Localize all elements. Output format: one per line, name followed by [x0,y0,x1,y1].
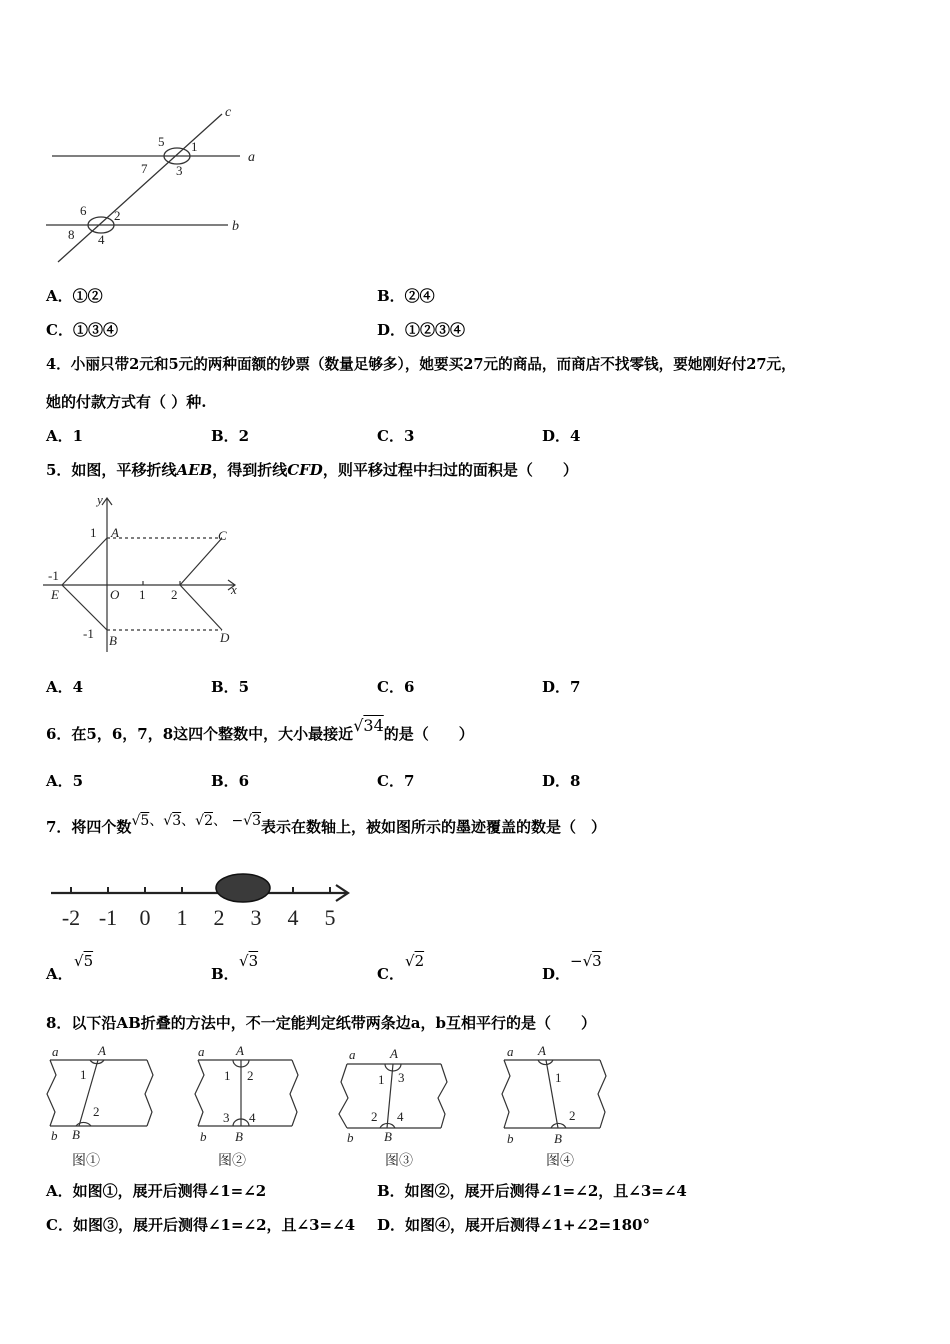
label-point-b: B [554,1131,562,1146]
label-a: a [52,1044,59,1059]
sqrt5-value: √5 [74,952,94,970]
tick-label: 2 [213,905,225,930]
q6-option-b[interactable]: B．6 [211,772,250,790]
q7-option-d[interactable] [542,952,602,984]
angle-8: 8 [68,227,75,242]
neg-sqrt3-value: −√3 [570,952,602,970]
q8-option-b[interactable]: B．如图②，展开后测得∠1=∠2，且∠3=∠4 [377,1182,687,1200]
q5-stem-part-c: ，则平移过程中扫过的面积是（ ） [322,461,578,479]
tick-label: -1 [98,905,118,930]
q6-option-c[interactable]: C．7 [377,772,415,790]
sqrt2-value: √2 [405,952,425,970]
angle-4: 4 [98,232,105,247]
q7-option-b[interactable] [211,952,259,984]
angle-3: 3 [398,1070,405,1085]
q8-option-a[interactable]: A．如图①，展开后测得∠1=∠2 [46,1182,267,1200]
label-origin-o: O [110,587,120,602]
q5-option-b[interactable]: B．5 [211,678,250,696]
q3-parallel-lines-figure [40,100,270,265]
q8-figure-4 [496,1042,616,1172]
angle-1: 1 [224,1068,231,1083]
q4-option-c[interactable]: C．3 [377,427,415,445]
q5-stem-part-b: ，得到折线 [212,461,288,479]
q5-polyline-aeb: AEB [176,461,213,479]
q7-sep-1: 、 [149,813,164,829]
q7-num-sqrt2: 2 [204,813,213,829]
q3-option-a[interactable]: A．①② [46,287,103,305]
q4-option-a[interactable]: A．1 [46,427,84,445]
label-point-b: B [109,633,117,648]
q7-number-list: √5、√3、√2、 −√3 [131,813,262,829]
label-b: b [347,1130,354,1145]
q3-option-d[interactable]: D．①②③④ [377,321,466,339]
q7-number-line [46,865,361,935]
q6-stem-part-a: 6．在5，6，7，8这四个整数中，大小最接近 [46,725,354,743]
q7-stem-part-b: 表示在数轴上，被如图所示的墨迹覆盖的数是（ ） [261,818,607,836]
q6-stem-part-b: 的是（ ） [383,725,474,743]
tick-x-neg1: -1 [48,568,59,583]
ink-blot [216,874,270,902]
label-point-a: A [98,1043,106,1058]
option-letter: C． [377,965,404,983]
q5-option-d[interactable]: D．7 [542,678,581,696]
caption-fig4: 图④ [546,1154,574,1169]
caption-fig2: 图② [218,1154,246,1169]
tick-y-1: 1 [90,525,97,540]
segment-ae [62,538,107,585]
label-point-b: B [384,1129,392,1144]
tick-label: 0 [139,905,151,930]
segment-eb [62,585,107,630]
q4-stem-line2: 她的付款方式有（ ）种. [46,393,207,411]
angle-2: 2 [569,1108,576,1123]
caption-fig3: 图③ [385,1154,413,1169]
q7-num-sqrt3: 3 [172,813,182,829]
segment-cf [180,538,222,585]
angle-2: 2 [114,208,121,223]
q8-stem: 8．以下沿AB折叠的方法中，不一定能判定纸带两条边a，b互相平行的是（ ） [46,1014,596,1032]
q7-neg-sign: − [231,813,244,829]
angle-2: 2 [93,1104,100,1119]
q7-sep-3: 、 [212,813,227,829]
q6-radicand: 34 [363,716,384,735]
q8-option-d[interactable]: D．如图④，展开后测得∠1+∠2=180° [377,1216,650,1234]
label-x: x [231,582,237,597]
angle-2: 2 [247,1068,254,1083]
q6-stem [46,716,474,744]
q3-option-c[interactable]: C．①③④ [46,321,118,339]
q5-coordinate-figure [40,490,250,655]
q5-stem-part-a: 5．如图，平移折线 [46,461,177,479]
q7-sep-2: 、 [181,813,196,829]
q7-stem [46,813,607,838]
tick-y-neg1: -1 [83,626,94,641]
q8-option-c[interactable]: C．如图③，展开后测得∠1=∠2，且∠3=∠4 [46,1216,356,1234]
label-c: c [225,105,232,120]
q7-stem-part-a: 7．将四个数 [46,818,132,836]
label-point-b: B [72,1127,80,1142]
q7-num-sqrt5: 5 [140,813,150,829]
tick-label: 3 [250,905,262,930]
angle-1: 1 [191,139,198,154]
q8-figure-3 [335,1042,455,1172]
q7-option-a[interactable] [46,952,94,984]
q4-option-d[interactable]: D．4 [542,427,581,445]
q5-option-a[interactable]: A．4 [46,678,84,696]
line-c [58,114,222,262]
q5-stem [46,460,578,480]
option-letter: D． [542,965,571,983]
label-point-a: A [111,525,119,540]
angle-3: 3 [176,163,183,178]
q6-sqrt-34: √34 [353,716,384,735]
angle-4: 4 [249,1110,256,1125]
label-b: b [232,219,239,234]
q4-stem-line1: 4．小丽只带2元和5元的两种面额的钞票（数量足够多），她要买27元的商品，而商店不找零钱，要她刚好付27元， [46,356,796,373]
q6-option-d[interactable]: D．8 [542,772,581,790]
label-a: a [349,1047,356,1062]
label-a: a [507,1044,514,1059]
q5-polyline-cfd: CFD [287,461,323,479]
tick-x-1: 1 [139,587,146,602]
label-a: a [248,150,255,165]
q8-figure-2 [190,1042,305,1172]
angle-3: 3 [223,1110,230,1125]
q7-num-neg-sqrt3: 3 [252,813,262,829]
q7-option-c[interactable] [377,952,425,984]
angle-1: 1 [80,1067,87,1082]
label-b: b [200,1129,207,1144]
q3-option-b[interactable]: B．②④ [377,287,435,305]
label-point-a: A [236,1043,244,1058]
angle-2: 2 [371,1109,378,1124]
tick-label: 5 [324,905,336,930]
label-y: y [97,492,103,507]
option-letter: A． [46,965,73,983]
angle-5: 5 [158,134,165,149]
segment-fd [180,585,222,630]
tick-label: 4 [287,905,299,930]
q5-option-c[interactable]: C．6 [377,678,415,696]
angle-6: 6 [80,203,87,218]
q4-option-b[interactable]: B．2 [211,427,250,445]
caption-fig1: 图① [72,1154,100,1169]
angle-1: 1 [378,1072,385,1087]
label-b: b [51,1128,58,1143]
label-point-b: B [235,1129,243,1144]
tick-label: -2 [61,905,81,930]
label-b: b [507,1131,514,1146]
option-letter: B． [211,965,239,983]
tick-x-2: 2 [171,587,178,602]
angle-4: 4 [397,1109,404,1124]
angle-1: 1 [555,1070,562,1085]
label-point-d: D [220,630,230,645]
label-point-c: C [218,528,227,543]
label-point-a: A [538,1043,546,1058]
tick-label: 1 [176,905,188,930]
label-point-a: A [390,1046,398,1061]
q6-option-a[interactable]: A．5 [46,772,84,790]
label-a: a [198,1044,205,1059]
angle-7: 7 [141,161,148,176]
label-point-e: E [51,587,59,602]
q8-figure-1 [42,1042,162,1172]
sqrt3-value: √3 [239,952,259,970]
